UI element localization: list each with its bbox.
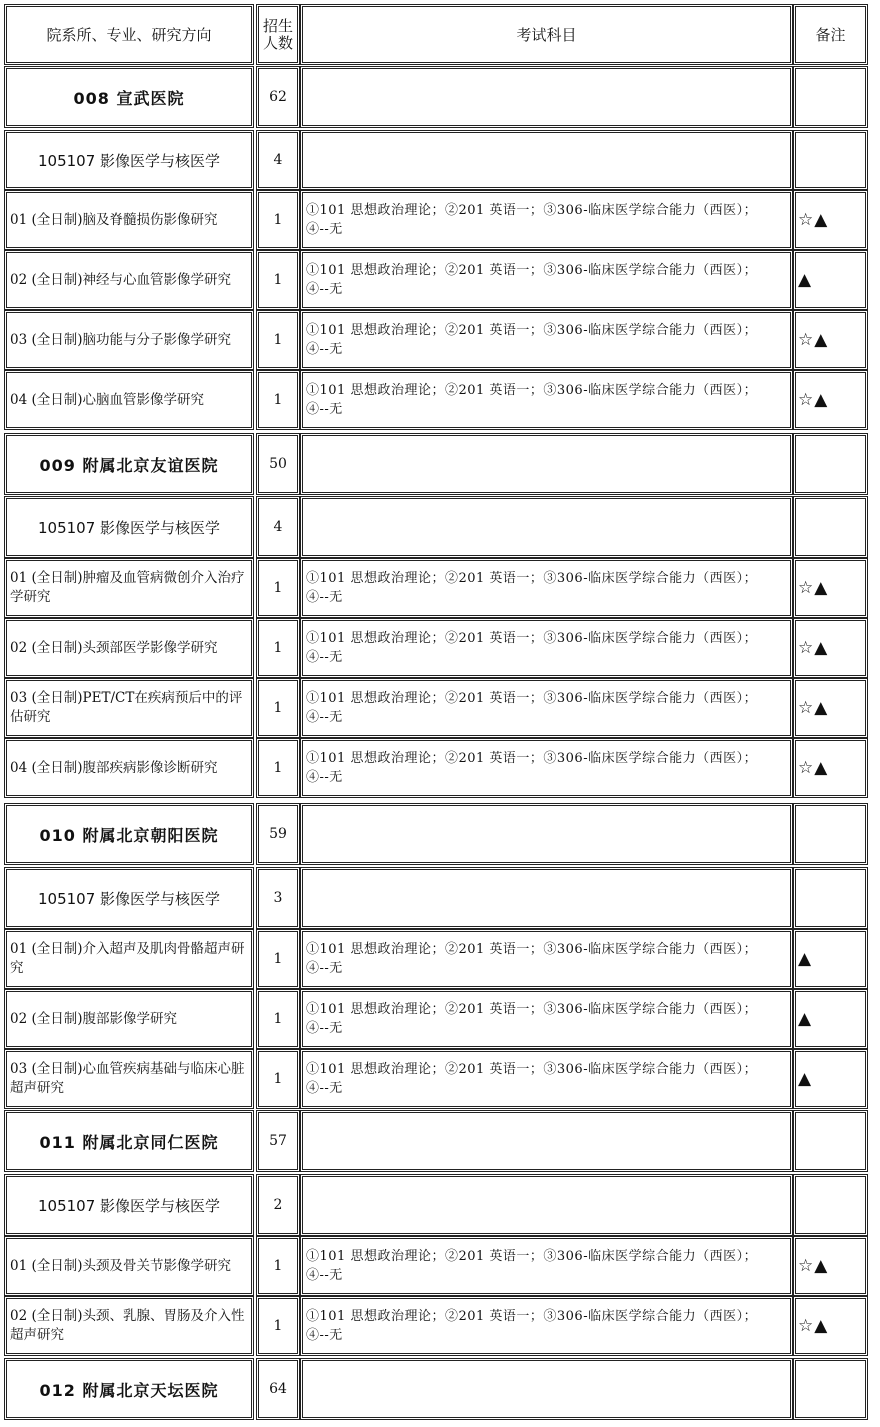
direction-row-subjects-text: ①101 思想政治理论；②201 英语一；③306-临床医学综合能力（西医）；④--无 xyxy=(306,691,758,725)
dept-row-count xyxy=(256,1110,300,1172)
major-row-count xyxy=(256,130,300,190)
direction-row-label-text: 04 (全日制)心脑血管影像学研究 xyxy=(10,391,205,408)
direction-row-count-text: 1 xyxy=(273,392,283,408)
dept-row-label-text: 009 附属北京友谊医院 xyxy=(39,455,219,475)
major-row-note xyxy=(793,1174,868,1236)
header-count xyxy=(256,4,300,65)
direction-row-count-text: 1 xyxy=(273,1318,283,1334)
direction-row-label xyxy=(4,1049,254,1109)
direction-row-subjects xyxy=(300,1296,793,1356)
direction-row-note xyxy=(793,738,868,798)
dept-row-subjects xyxy=(300,66,793,128)
major-row-count xyxy=(256,867,300,929)
dept-row-label xyxy=(4,803,254,865)
direction-row-note xyxy=(793,558,868,618)
header-direction-label: 院系所、专业、研究方向 xyxy=(46,26,212,44)
dept-row-subjects xyxy=(300,433,793,495)
direction-row-note xyxy=(793,1296,868,1356)
major-row-subjects xyxy=(300,1174,793,1236)
direction-row-subjects-text: ①101 思想政治理论；②201 英语一；③306-临床医学综合能力（西医）；④--无 xyxy=(306,383,758,417)
direction-row-count-text: 1 xyxy=(273,580,283,596)
direction-row-note-text: ☆▲ xyxy=(798,390,829,410)
major-row-label-text: 105107 影像医学与核医学 xyxy=(37,1196,221,1215)
major-row-note xyxy=(793,867,868,929)
direction-row-subjects xyxy=(300,310,793,370)
major-row-count xyxy=(256,1174,300,1236)
dept-row-count-text: 62 xyxy=(269,89,287,105)
dept-row-note xyxy=(793,1110,868,1172)
direction-row-subjects xyxy=(300,738,793,798)
direction-row-count-text: 1 xyxy=(273,640,283,656)
header-count-line2: 人数 xyxy=(262,33,293,52)
dept-row-count-text: 59 xyxy=(269,826,287,842)
direction-row-count-text: 1 xyxy=(273,272,283,288)
direction-row-count xyxy=(256,618,300,678)
dept-row-count-text: 57 xyxy=(269,1133,287,1149)
dept-row-label xyxy=(4,433,254,495)
direction-row-subjects xyxy=(300,558,793,618)
direction-row-count xyxy=(256,558,300,618)
header-notes xyxy=(793,4,868,65)
direction-row-subjects xyxy=(300,250,793,310)
direction-row-label-text: 01 (全日制)脑及脊髓损伤影像研究 xyxy=(10,211,218,228)
direction-row-note-text: ▲ xyxy=(798,1069,813,1089)
direction-row-subjects-text: ①101 思想政治理论；②201 英语一；③306-临床医学综合能力（西医）；④--无 xyxy=(306,1309,758,1343)
direction-row-subjects-text: ①101 思想政治理论；②201 英语一；③306-临床医学综合能力（西医）；④--无 xyxy=(306,942,758,976)
dept-row-count xyxy=(256,66,300,128)
direction-row-note-text: ☆▲ xyxy=(798,210,829,230)
direction-row-note-text: ☆▲ xyxy=(798,578,829,598)
direction-row-count-text: 1 xyxy=(273,1258,283,1274)
direction-row-note-text: ▲ xyxy=(798,1009,813,1029)
direction-row-count-text: 1 xyxy=(273,760,283,776)
dept-row-label-text: 010 附属北京朝阳医院 xyxy=(39,825,219,845)
dept-row-label xyxy=(4,1358,254,1420)
direction-row-count-text: 1 xyxy=(273,1071,283,1087)
direction-row-note-text: ☆▲ xyxy=(798,1256,829,1276)
major-row-note xyxy=(793,130,868,190)
direction-row-label-text: 03 (全日制)脑功能与分子影像学研究 xyxy=(10,331,232,348)
direction-row-subjects-text: ①101 思想政治理论；②201 英语一；③306-临床医学综合能力（西医）；④--无 xyxy=(306,263,758,297)
direction-row-note xyxy=(793,929,868,989)
dept-row-note xyxy=(793,803,868,865)
direction-row-subjects xyxy=(300,370,793,430)
dept-row-label xyxy=(4,66,254,128)
direction-row-note xyxy=(793,989,868,1049)
direction-row-note xyxy=(793,250,868,310)
dept-row-subjects xyxy=(300,1358,793,1420)
direction-row-count-text: 1 xyxy=(273,951,283,967)
direction-row-count-text: 1 xyxy=(273,1011,283,1027)
direction-row-subjects xyxy=(300,618,793,678)
major-row-label xyxy=(4,496,254,558)
direction-row-note-text: ▲ xyxy=(798,270,813,290)
direction-row-label xyxy=(4,250,254,310)
header-notes-label: 备注 xyxy=(815,26,846,44)
dept-row-subjects xyxy=(300,1110,793,1172)
direction-row-subjects-text: ①101 思想政治理论；②201 英语一；③306-临床医学综合能力（西医）；④--无 xyxy=(306,631,758,665)
major-row-count-text: 2 xyxy=(273,1197,283,1213)
direction-row-label xyxy=(4,1236,254,1296)
direction-row-count-text: 1 xyxy=(273,332,283,348)
dept-row-note xyxy=(793,1358,868,1420)
direction-row-label-text: 02 (全日制)头颈部医学影像学研究 xyxy=(10,639,218,656)
direction-row-count xyxy=(256,678,300,738)
direction-row-label xyxy=(4,618,254,678)
direction-row-count xyxy=(256,738,300,798)
direction-row-label xyxy=(4,1296,254,1356)
direction-row-subjects xyxy=(300,929,793,989)
direction-row-note xyxy=(793,618,868,678)
direction-row-count xyxy=(256,1296,300,1356)
direction-row-count xyxy=(256,1049,300,1109)
direction-row-subjects-text: ①101 思想政治理论；②201 英语一；③306-临床医学综合能力（西医）；④--无 xyxy=(306,751,758,785)
direction-row-count xyxy=(256,929,300,989)
direction-row-label-text: 01 (全日制)肿瘤及血管病微创介入治疗学研究 xyxy=(10,570,245,605)
direction-row-count xyxy=(256,250,300,310)
direction-row-count xyxy=(256,190,300,250)
direction-row-subjects-text: ①101 思想政治理论；②201 英语一；③306-临床医学综合能力（西医）；④--无 xyxy=(306,203,758,237)
major-row-subjects xyxy=(300,496,793,558)
direction-row-subjects-text: ①101 思想政治理论；②201 英语一；③306-临床医学综合能力（西医）；④--无 xyxy=(306,1062,758,1096)
major-row-subjects xyxy=(300,130,793,190)
dept-row-count-text: 64 xyxy=(269,1381,287,1397)
header-subjects-label: 考试科目 xyxy=(516,26,577,44)
direction-row-label xyxy=(4,558,254,618)
dept-row-label-text: 011 附属北京同仁医院 xyxy=(39,1132,219,1152)
dept-row-label xyxy=(4,1110,254,1172)
major-row-label-text: 105107 影像医学与核医学 xyxy=(37,151,221,170)
direction-row-note-text: ☆▲ xyxy=(798,758,829,778)
direction-row-label xyxy=(4,989,254,1049)
major-row-label xyxy=(4,1174,254,1236)
direction-row-subjects xyxy=(300,678,793,738)
direction-row-count xyxy=(256,370,300,430)
major-row-label-text: 105107 影像医学与核医学 xyxy=(37,518,221,537)
direction-row-subjects-text: ①101 思想政治理论；②201 英语一；③306-临床医学综合能力（西医）；④--无 xyxy=(306,571,758,605)
direction-row-subjects xyxy=(300,989,793,1049)
direction-row-note xyxy=(793,310,868,370)
direction-row-label xyxy=(4,929,254,989)
direction-row-subjects-text: ①101 思想政治理论；②201 英语一；③306-临床医学综合能力（西医）；④--无 xyxy=(306,323,758,357)
direction-row-count xyxy=(256,989,300,1049)
dept-row-count xyxy=(256,433,300,495)
direction-row-label-text: 03 (全日制)心血管疾病基础与临床心脏超声研究 xyxy=(10,1061,245,1096)
direction-row-label-text: 02 (全日制)腹部影像学研究 xyxy=(10,1010,178,1027)
direction-row-note xyxy=(793,1049,868,1109)
major-row-note xyxy=(793,496,868,558)
direction-row-count-text: 1 xyxy=(273,700,283,716)
dept-row-label-text: 008 宣武医院 xyxy=(73,88,185,108)
direction-row-subjects xyxy=(300,1049,793,1109)
header-count-line1: 招生 xyxy=(262,16,293,35)
dept-row-note xyxy=(793,66,868,128)
direction-row-note-text: ☆▲ xyxy=(798,698,829,718)
direction-row-note xyxy=(793,678,868,738)
direction-row-note-text: ☆▲ xyxy=(798,330,829,350)
direction-row-note xyxy=(793,370,868,430)
direction-row-label xyxy=(4,678,254,738)
major-row-count-text: 3 xyxy=(273,890,283,906)
direction-row-subjects-text: ①101 思想政治理论；②201 英语一；③306-临床医学综合能力（西医）；④--无 xyxy=(306,1002,758,1036)
direction-row-label-text: 04 (全日制)腹部疾病影像诊断研究 xyxy=(10,759,218,776)
direction-row-note-text: ☆▲ xyxy=(798,1316,829,1336)
direction-row-subjects xyxy=(300,190,793,250)
major-row-count xyxy=(256,496,300,558)
dept-row-count xyxy=(256,1358,300,1420)
direction-row-count xyxy=(256,1236,300,1296)
major-row-label xyxy=(4,867,254,929)
direction-row-label-text: 01 (全日制)介入超声及肌肉骨骼超声研究 xyxy=(10,941,245,976)
direction-row-note xyxy=(793,190,868,250)
direction-row-label-text: 02 (全日制)头颈、乳腺、胃肠及介入性超声研究 xyxy=(10,1308,245,1343)
direction-row-label xyxy=(4,310,254,370)
dept-row-label-text: 012 附属北京天坛医院 xyxy=(39,1380,219,1400)
direction-row-label xyxy=(4,190,254,250)
direction-row-note-text: ☆▲ xyxy=(798,638,829,658)
direction-row-subjects xyxy=(300,1236,793,1296)
major-row-count-text: 4 xyxy=(273,519,283,535)
direction-row-count-text: 1 xyxy=(273,212,283,228)
dept-row-count xyxy=(256,803,300,865)
direction-row-label-text: 01 (全日制)头颈及骨关节影像学研究 xyxy=(10,1257,232,1274)
header-subjects xyxy=(300,4,793,65)
direction-row-label xyxy=(4,370,254,430)
dept-row-count-text: 50 xyxy=(269,456,287,472)
direction-row-note xyxy=(793,1236,868,1296)
major-row-label xyxy=(4,130,254,190)
major-row-count-text: 4 xyxy=(273,152,283,168)
major-row-subjects xyxy=(300,867,793,929)
header-direction xyxy=(4,4,254,65)
dept-row-subjects xyxy=(300,803,793,865)
direction-row-label xyxy=(4,738,254,798)
direction-row-label-text: 02 (全日制)神经与心血管影像学研究 xyxy=(10,271,232,288)
direction-row-note-text: ▲ xyxy=(798,949,813,969)
direction-row-subjects-text: ①101 思想政治理论；②201 英语一；③306-临床医学综合能力（西医）；④--无 xyxy=(306,1249,758,1283)
major-row-label-text: 105107 影像医学与核医学 xyxy=(37,889,221,908)
direction-row-label-text: 03 (全日制)PET/CT在疾病预后中的评估研究 xyxy=(10,690,243,725)
direction-row-count xyxy=(256,310,300,370)
dept-row-note xyxy=(793,433,868,495)
